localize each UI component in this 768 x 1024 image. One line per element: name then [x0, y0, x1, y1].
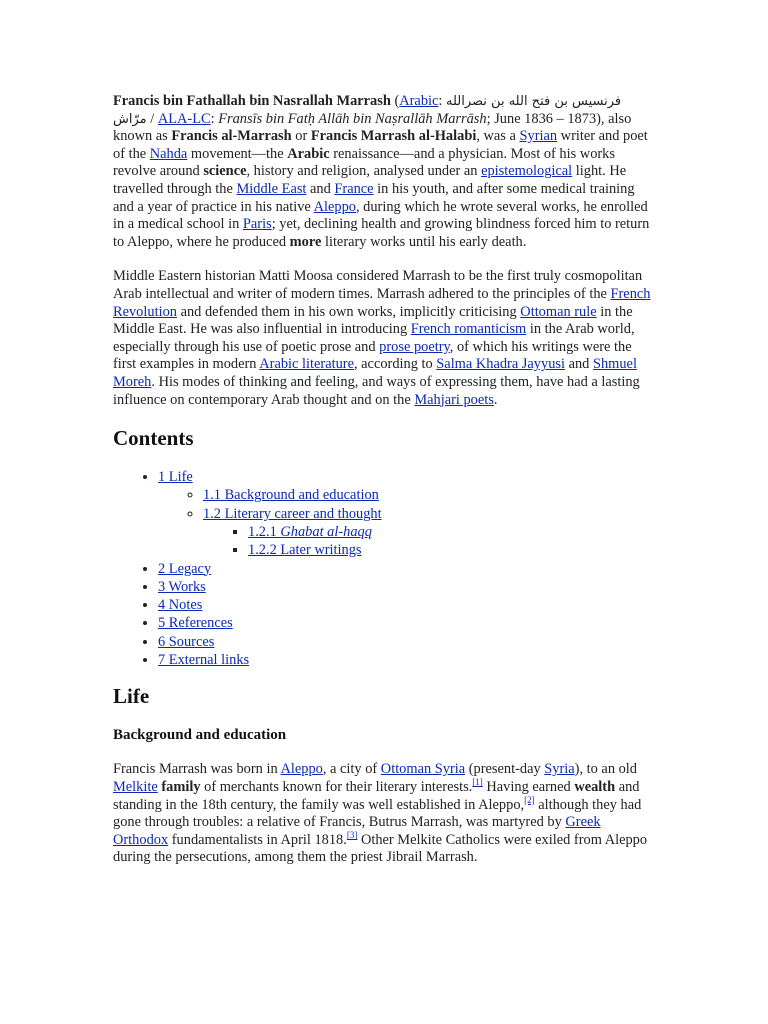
shmuel-moreh-link[interactable]: Shmuel Moreh [113, 356, 637, 390]
toc-item [203, 486, 658, 504]
toc-item [158, 614, 658, 632]
epistemological-link[interactable]: epistemological [481, 163, 573, 180]
aleppo-link[interactable]: Aleppo [280, 761, 323, 778]
toc-item [158, 596, 658, 614]
life-heading: Life [113, 684, 150, 709]
toc-link-works[interactable]: 3 Works [158, 578, 206, 595]
syria-link[interactable]: Syria [544, 761, 575, 778]
second-paragraph: Middle Eastern historian Matti Moosa considered Marrash to be the first truly cosmopolitan Arab intellectual and writer of modern times. Marrash adhered to the principles of the French Revolution and defended them in his own works, implicitly criticising Ottoman rule in the Middle East. He was also influential in introducing French romanticism in the Arab world, especially through his use of poetic prose and prose poetry, of which his writings were the first examples in modern Arabic literature, according to Salma Khadra Jayyusi and Shmuel Moreh. His modes of thinking and feeling, and ways of expressing them, have had a lasting influence on contemporary Arab thought and on the Mahjari poets. [113, 268, 651, 408]
french-revolution-link[interactable]: French Revolution [113, 285, 651, 320]
ottoman-rule-link[interactable]: Ottoman rule [520, 303, 597, 320]
alias-2: Francis Marrash al-Halabi [310, 128, 477, 145]
toc-link-later-writings[interactable]: 1.2.2 Later writings [248, 542, 362, 559]
toc-item [158, 468, 658, 559]
arabic-link[interactable]: Arabic [399, 93, 439, 109]
arabic-name-text: فرنسيس بن فتح الله بن نصرالله مرّاش [113, 94, 622, 127]
syrian-link[interactable]: Syrian [519, 128, 558, 145]
toc-link-life[interactable]: 1 Life [158, 469, 193, 486]
salma-jayyusi-link[interactable]: Salma Khadra Jayyusi [436, 356, 565, 373]
toc-item [158, 633, 658, 651]
ala-lc-link[interactable]: ALA-LC [157, 110, 211, 127]
toc-link-sources[interactable]: 6 Sources [158, 633, 215, 650]
french-romanticism-link[interactable]: French romanticism [410, 321, 527, 338]
toc-link-external-links[interactable]: 7 External links [158, 652, 250, 669]
toc-link-references[interactable]: 5 References [158, 615, 233, 632]
reference-2-link[interactable]: [2] [524, 794, 535, 805]
article-body [113, 93, 658, 884]
prose-poetry-link[interactable]: prose poetry [379, 338, 450, 355]
life-paragraph: Francis Marrash was born in Aleppo, a city of Ottoman Syria (present-day Syria), to an old Melkite family of merchants known for their literary interests.[1] Having earned wealth and standing in the 18th century, the family was well established in Aleppo,[2] although they had gone through troubles: a relative of Francis, Butrus Marrash, was martyred by Greek Orthodox fundamentalists in April 1818.[3] Other Melkite Catholics were exiled from Aleppo during the persecutions, among them the priest Jibrail Marrash. [113, 761, 648, 866]
middle-east-link[interactable]: Middle East [236, 180, 307, 197]
toc-item [158, 578, 658, 596]
france-link[interactable]: France [334, 180, 374, 197]
toc-item [248, 523, 658, 541]
toc-link-legacy[interactable]: 2 Legacy [158, 560, 212, 577]
toc-link-background[interactable]: 1.1 Background and education [203, 487, 379, 504]
intro-paragraph: Francis bin Fathallah bin Nasrallah Marrash (Arabic: فرنسيس بن فتح الله بن نصرالله مرّاش / ALA-LC: Fransīs bin Fatḥ Allāh bin Naṣrallāh Marrāsh; June 1836 – 1873), also known as Francis al-Marrash or Francis Marrash al-Halabi, was a Syrian writer and poet of the Nahda movement—the Arabic renaissance—and a physician. Most of his works revolve around science, history and religion, analysed under an epistemological light. He travelled through the Middle East and France in his youth, and after some medical training and a year of practice in his native Aleppo, during which he wrote several works, he enrolled in a medical school in Paris; yet, declining health and growing blindness forced him to return to Aleppo, where he produced more literary works until his early death. [113, 93, 650, 250]
toc-item [158, 560, 658, 578]
table-of-contents [113, 468, 658, 669]
toc-link-literary-career[interactable]: 1.2 Literary career and thought [203, 505, 382, 522]
melkite-link[interactable]: Melkite [113, 778, 158, 795]
paris-link[interactable]: Paris [242, 216, 272, 233]
mahjari-poets-link[interactable]: Mahjari poets [414, 391, 494, 408]
contents-heading: Contents [113, 426, 194, 451]
transliteration: Fransīs bin Fatḥ Allāh bin Naṣrallāh Marrāsh [218, 110, 487, 127]
toc-item [158, 651, 658, 669]
article-subject-name: Francis bin Fathallah bin Nasrallah Marrash [113, 93, 391, 109]
background-subheading: Background and education [113, 727, 287, 744]
toc-link-notes[interactable]: 4 Notes [158, 597, 203, 614]
nahda-link[interactable]: Nahda [149, 145, 188, 162]
reference-1-link[interactable]: [1] [472, 777, 483, 788]
toc-link-ghabat[interactable]: 1.2.1 Ghabat al-haqq [248, 523, 372, 540]
reference-3-link[interactable]: [3] [346, 829, 358, 840]
ottoman-syria-link[interactable]: Ottoman Syria [380, 761, 466, 778]
arabic-literature-link[interactable]: Arabic literature [259, 356, 354, 373]
alias-1: Francis al-Marrash [171, 128, 292, 145]
toc-item [203, 505, 658, 560]
aleppo-link[interactable]: Aleppo [313, 198, 356, 215]
greek-orthodox-link[interactable]: Greek Orthodox [113, 814, 601, 848]
toc-item [248, 541, 658, 559]
